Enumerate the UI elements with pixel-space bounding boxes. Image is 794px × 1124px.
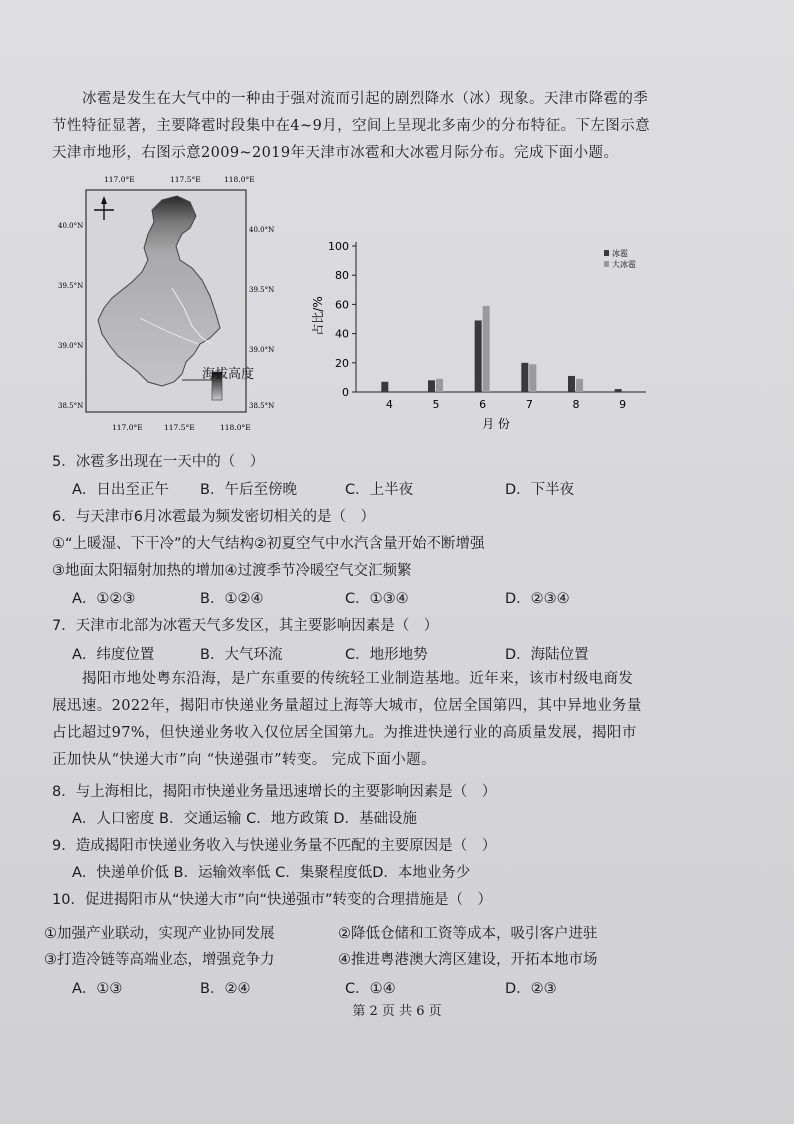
lat-left-label: 38.5°N (58, 402, 84, 410)
chart-y-tick-label: 0 (342, 386, 349, 399)
chart-y-tick-label: 40 (335, 327, 349, 341)
question-10-stem: 10．促进揭阳市从“快递大市”向“快递强市”转变的合理措施是（ ） (52, 892, 492, 908)
lat-right-label: 40.0°N (249, 226, 275, 234)
question-5-stem: 5．冰雹多出现在一天中的（ ） (52, 454, 265, 470)
elevation-legend-label: 海拔高度 (202, 367, 255, 382)
q8-options[interactable]: A．人口密度 B．交通运输 C．地方政策 D．基础设施 (72, 811, 417, 827)
page-number-footer: 第 2 页 共 6 页 (352, 1004, 442, 1019)
chart-x-tick-label: 5 (432, 398, 440, 411)
chart-y-tick-label: 60 (335, 298, 349, 312)
tianjin-terrain-map (52, 168, 282, 438)
q6-option-a[interactable]: A．①②③ (72, 591, 136, 607)
question-6-stem: 6．与天津市6月冰雹最为频发密切相关的是（ ） (52, 509, 375, 525)
chart-x-tick-label: 4 (385, 398, 393, 411)
lat-right-label: 39.0°N (249, 346, 275, 354)
chart-bar (381, 382, 388, 392)
q5-option-c[interactable]: C．上半夜 (345, 482, 414, 498)
chart-bar (483, 306, 490, 392)
chart-legend-swatch (604, 250, 609, 256)
q10-statement-2: ②降低仓储和工资等成本，吸引客户进驻 (338, 926, 598, 942)
chart-legend-swatch (604, 261, 609, 267)
question-8-stem: 8．与上海相比，揭阳市快递业务量迅速增长的主要影响因素是（ ） (52, 784, 497, 800)
lat-left-label: 40.0°N (58, 222, 84, 230)
hail-monthly-chart (300, 232, 660, 432)
lat-right-label: 38.5°N (249, 402, 275, 410)
question-7-stem: 7．天津市北部为冰雹天气多发区，其主要影响因素是（ ） (52, 618, 439, 634)
q6-option-b[interactable]: B．①②④ (200, 591, 264, 607)
q10-statement-3: ③打造冷链等高端业态，增强竞争力 (44, 952, 275, 968)
chart-x-tick-label: 9 (619, 398, 627, 411)
chart-bar (521, 363, 528, 392)
q6-option-c[interactable]: C．①③④ (345, 591, 409, 607)
chart-x-axis-label: 月 份 (482, 417, 510, 431)
lat-right-label: 39.5°N (249, 286, 275, 294)
chart-y-tick-label: 20 (335, 356, 349, 370)
chart-x-tick-label: 6 (479, 398, 487, 411)
lon-bottom-label: 118.0°E (220, 423, 251, 432)
chart-bar (436, 379, 443, 392)
q9-options[interactable]: A．快递单价低 B．运输效率低 C．集聚程度低D．本地业务少 (72, 865, 471, 881)
q10-option-c[interactable]: C．①④ (345, 981, 396, 997)
chart-x-tick-label: 8 (572, 398, 580, 411)
lat-left-label: 39.0°N (58, 342, 84, 350)
intro-passage-hail (52, 86, 658, 167)
chart-bar (568, 376, 575, 392)
chart-bar (475, 320, 482, 392)
q6-statements-2: ③地面太阳辐射加热的增加④过渡季节冷暖空气交汇频繁 (52, 563, 412, 579)
chart-bar (615, 389, 622, 392)
intro-passage-express (52, 666, 648, 774)
chart-legend-label: 大冰雹 (612, 260, 636, 269)
q10-statement-1: ①加强产业联动，实现产业协同发展 (44, 926, 275, 942)
q10-option-a[interactable]: A．①③ (72, 981, 123, 997)
q10-statement-4: ④推进粤港澳大湾区建设，开拓本地市场 (338, 952, 598, 968)
lon-top-label: 118.0°E (224, 175, 255, 184)
q5-option-a[interactable]: A．日出至正午 (72, 482, 169, 498)
question-9-stem: 9．造成揭阳市快递业务收入与快递业务量不匹配的主要原因是（ ） (52, 838, 497, 854)
lon-top-label: 117.0°E (104, 175, 135, 184)
q7-option-c[interactable]: C．地形地势 (345, 647, 428, 663)
chart-bar (428, 380, 435, 392)
chart-y-tick-label: 80 (335, 269, 349, 283)
q7-option-d[interactable]: D．海陆位置 (505, 647, 589, 663)
q6-option-d[interactable]: D．②③④ (505, 591, 570, 607)
q10-option-b[interactable]: B．②④ (200, 981, 251, 997)
chart-y-tick-label: 100 (328, 240, 349, 253)
chart-legend-label: 冰雹 (612, 249, 628, 258)
lat-left-label: 39.5°N (58, 282, 84, 290)
q5-option-b[interactable]: B．午后至傍晚 (200, 482, 297, 498)
q5-option-d[interactable]: D．下半夜 (505, 482, 575, 498)
intro-text: 揭阳市地处粤东沿海，是广东重要的传统轻工业制造基地。近年来，该市村级电商发展迅速。2022年，揭阳市快递业务量超过上海等大城市，位居全国第四，其中异地业务量占比超过97%，但快递业务收入仅位居全国第九。为推进快递行业的高质量发展，揭阳市正加快从“快递大市”向 “快递强市”转变。 完成下面小题。 (52, 671, 642, 768)
lon-bottom-label: 117.0°E (112, 423, 143, 432)
chart-y-axis-label: 占比/% (311, 296, 325, 336)
lon-bottom-label: 117.5°E (164, 423, 195, 432)
chart-x-tick-label: 7 (525, 398, 533, 411)
lon-top-label: 117.5°E (170, 175, 201, 184)
chart-bar (576, 379, 583, 392)
q10-option-d[interactable]: D．②③ (505, 981, 557, 997)
intro-text: 冰雹是发生在大气中的一种由于强对流而引起的剧烈降水（冰）现象。天津市降雹的季节性特征显著，主要降雹时段集中在4~9月，空间上呈现北多南少的分布特征。下左图示意天津市地形，右图示意2009~2019年天津市冰雹和大冰雹月际分布。完成下面小题。 (52, 91, 650, 161)
q7-option-b[interactable]: B．大气环流 (200, 647, 283, 663)
q6-statements-1: ①“上暖湿、下干冷”的大气结构②初夏空气中水汽含量开始不断增强 (52, 536, 485, 552)
q7-option-a[interactable]: A．纬度位置 (72, 647, 155, 663)
chart-bar (529, 364, 536, 392)
